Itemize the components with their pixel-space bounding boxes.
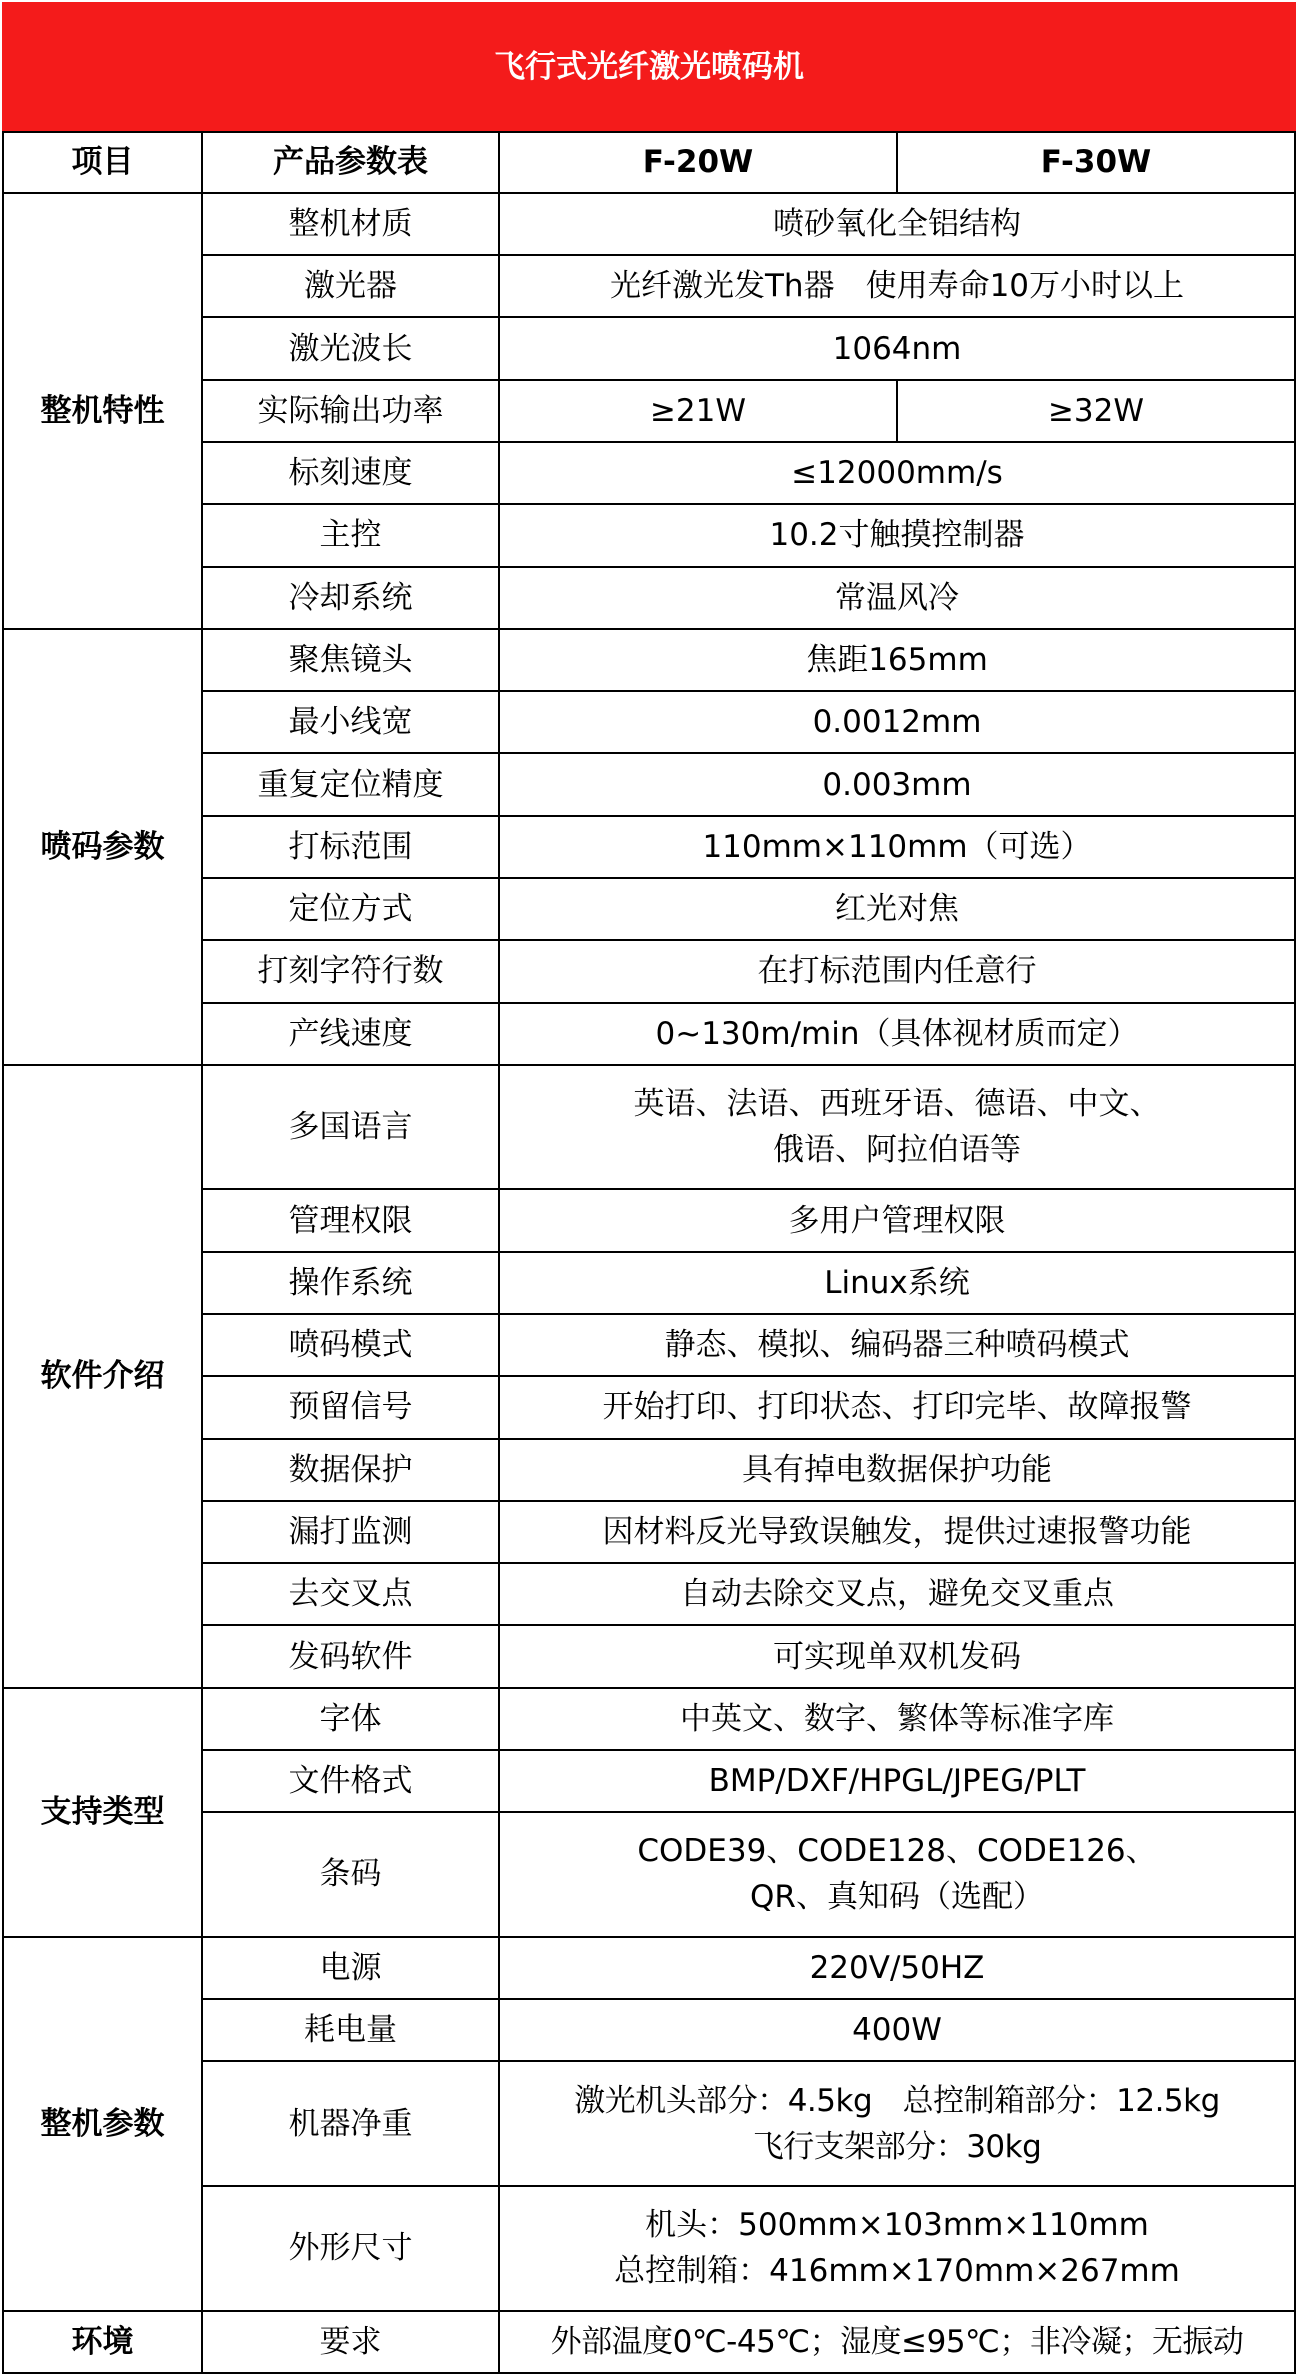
param-value: 0.0012mm (499, 691, 1295, 753)
param-value-line: 激光机头部分：4.5kg 总控制箱部分：12.5kg (574, 2082, 1220, 2119)
param-name: 标刻速度 (202, 442, 499, 504)
param-value: 在打标范围内任意行 (499, 940, 1295, 1002)
param-value: 外部温度0℃-45℃；湿度≤95℃；非冷凝；无振动 (499, 2311, 1295, 2374)
param-value: 焦距165mm (499, 629, 1295, 691)
table-row (3, 1688, 1295, 1750)
param-value (499, 2061, 1295, 2186)
header-item: 项目 (3, 132, 202, 193)
table-row (3, 2311, 1295, 2374)
param-name: 重复定位精度 (202, 753, 499, 815)
param-value: 光纤激光发Th器 使用寿命10万小时以上 (499, 255, 1295, 317)
param-value-model-b: ≥32W (897, 380, 1295, 442)
param-value-line: 俄语、阿拉伯语等 (773, 1132, 1021, 1169)
param-name: 文件格式 (202, 1750, 499, 1812)
param-name: 操作系统 (202, 1252, 499, 1314)
header-params: 产品参数表 (202, 132, 499, 193)
param-value-line: CODE39、CODE128、CODE126、 (637, 1833, 1157, 1870)
param-value-line: 飞行支架部分：30kg (752, 2128, 1042, 2165)
group-label-support: 支持类型 (3, 1688, 202, 1937)
param-name: 耗电量 (202, 1999, 499, 2061)
param-value: 红光对焦 (499, 878, 1295, 940)
table-row (3, 1065, 1295, 1190)
spec-table (2, 2, 1296, 2374)
param-value: 喷砂氧化全铝结构 (499, 193, 1295, 255)
param-value-line: QR、真知码（选配） (750, 1879, 1044, 1916)
param-value: 400W (499, 1999, 1295, 2061)
param-name: 去交叉点 (202, 1563, 499, 1625)
param-name: 激光器 (202, 255, 499, 317)
param-value: 自动去除交叉点，避免交叉重点 (499, 1563, 1295, 1625)
param-value: 中英文、数字、繁体等标准字库 (499, 1688, 1295, 1750)
param-name: 数据保护 (202, 1439, 499, 1501)
group-label-machine-params: 整机参数 (3, 1937, 202, 2311)
param-value: 220V/50HZ (499, 1937, 1295, 1999)
group-label-machine-features: 整机特性 (3, 193, 202, 629)
param-value (499, 2186, 1295, 2311)
header-model-a: F-20W (499, 132, 897, 193)
param-value: 0.003mm (499, 753, 1295, 815)
param-name: 外形尺寸 (202, 2186, 499, 2311)
param-name: 要求 (202, 2311, 499, 2374)
param-value: Linux系统 (499, 1252, 1295, 1314)
param-value: 开始打印、打印状态、打印完毕、故障报警 (499, 1376, 1295, 1438)
param-name: 漏打监测 (202, 1501, 499, 1563)
param-name: 定位方式 (202, 878, 499, 940)
param-name: 实际输出功率 (202, 380, 499, 442)
table-row (3, 629, 1295, 691)
param-name: 整机材质 (202, 193, 499, 255)
param-name: 字体 (202, 1688, 499, 1750)
param-value: 具有掉电数据保护功能 (499, 1439, 1295, 1501)
header-row (3, 132, 1295, 193)
param-value: 10.2寸触摸控制器 (499, 504, 1295, 566)
param-value: 静态、模拟、编码器三种喷码模式 (499, 1314, 1295, 1376)
param-value: 110mm×110mm（可选） (499, 816, 1295, 878)
param-name: 预留信号 (202, 1376, 499, 1438)
param-name: 发码软件 (202, 1625, 499, 1687)
param-name: 聚焦镜头 (202, 629, 499, 691)
table-row (3, 193, 1295, 255)
param-value-line: 机头：500mm×103mm×110mm (645, 2207, 1149, 2244)
param-name: 产线速度 (202, 1003, 499, 1065)
param-name: 打刻字符行数 (202, 940, 499, 1002)
param-name: 管理权限 (202, 1189, 499, 1251)
param-value-line: 英语、法语、西班牙语、德语、中文、 (633, 1086, 1161, 1123)
param-name: 条码 (202, 1812, 499, 1937)
param-value (499, 1065, 1295, 1190)
param-name: 打标范围 (202, 816, 499, 878)
group-label-environment: 环境 (3, 2311, 202, 2374)
header-model-b: F-30W (897, 132, 1295, 193)
param-name: 激光波长 (202, 317, 499, 379)
param-name: 喷码模式 (202, 1314, 499, 1376)
param-name: 多国语言 (202, 1065, 499, 1190)
table-row (3, 1937, 1295, 1999)
param-name: 主控 (202, 504, 499, 566)
param-value: 常温风冷 (499, 567, 1295, 629)
param-name: 冷却系统 (202, 567, 499, 629)
param-value-model-a: ≥21W (499, 380, 897, 442)
title-row (3, 3, 1295, 132)
group-label-software: 软件介绍 (3, 1065, 202, 1688)
param-value: 多用户管理权限 (499, 1189, 1295, 1251)
table-title: 飞行式光纤激光喷码机 (3, 3, 1295, 132)
param-value: 1064nm (499, 317, 1295, 379)
param-name: 机器净重 (202, 2061, 499, 2186)
param-value: ≤12000mm/s (499, 442, 1295, 504)
param-name: 最小线宽 (202, 691, 499, 753)
param-value: BMP/DXF/HPGL/JPEG/PLT (499, 1750, 1295, 1812)
param-value-line: 总控制箱：416mm×170mm×267mm (614, 2253, 1180, 2290)
param-value: 0~130m/min（具体视材质而定） (499, 1003, 1295, 1065)
param-value: 可实现单双机发码 (499, 1625, 1295, 1687)
param-value: 因材料反光导致误触发，提供过速报警功能 (499, 1501, 1295, 1563)
group-label-coding-params: 喷码参数 (3, 629, 202, 1065)
param-value (499, 1812, 1295, 1937)
param-name: 电源 (202, 1937, 499, 1999)
